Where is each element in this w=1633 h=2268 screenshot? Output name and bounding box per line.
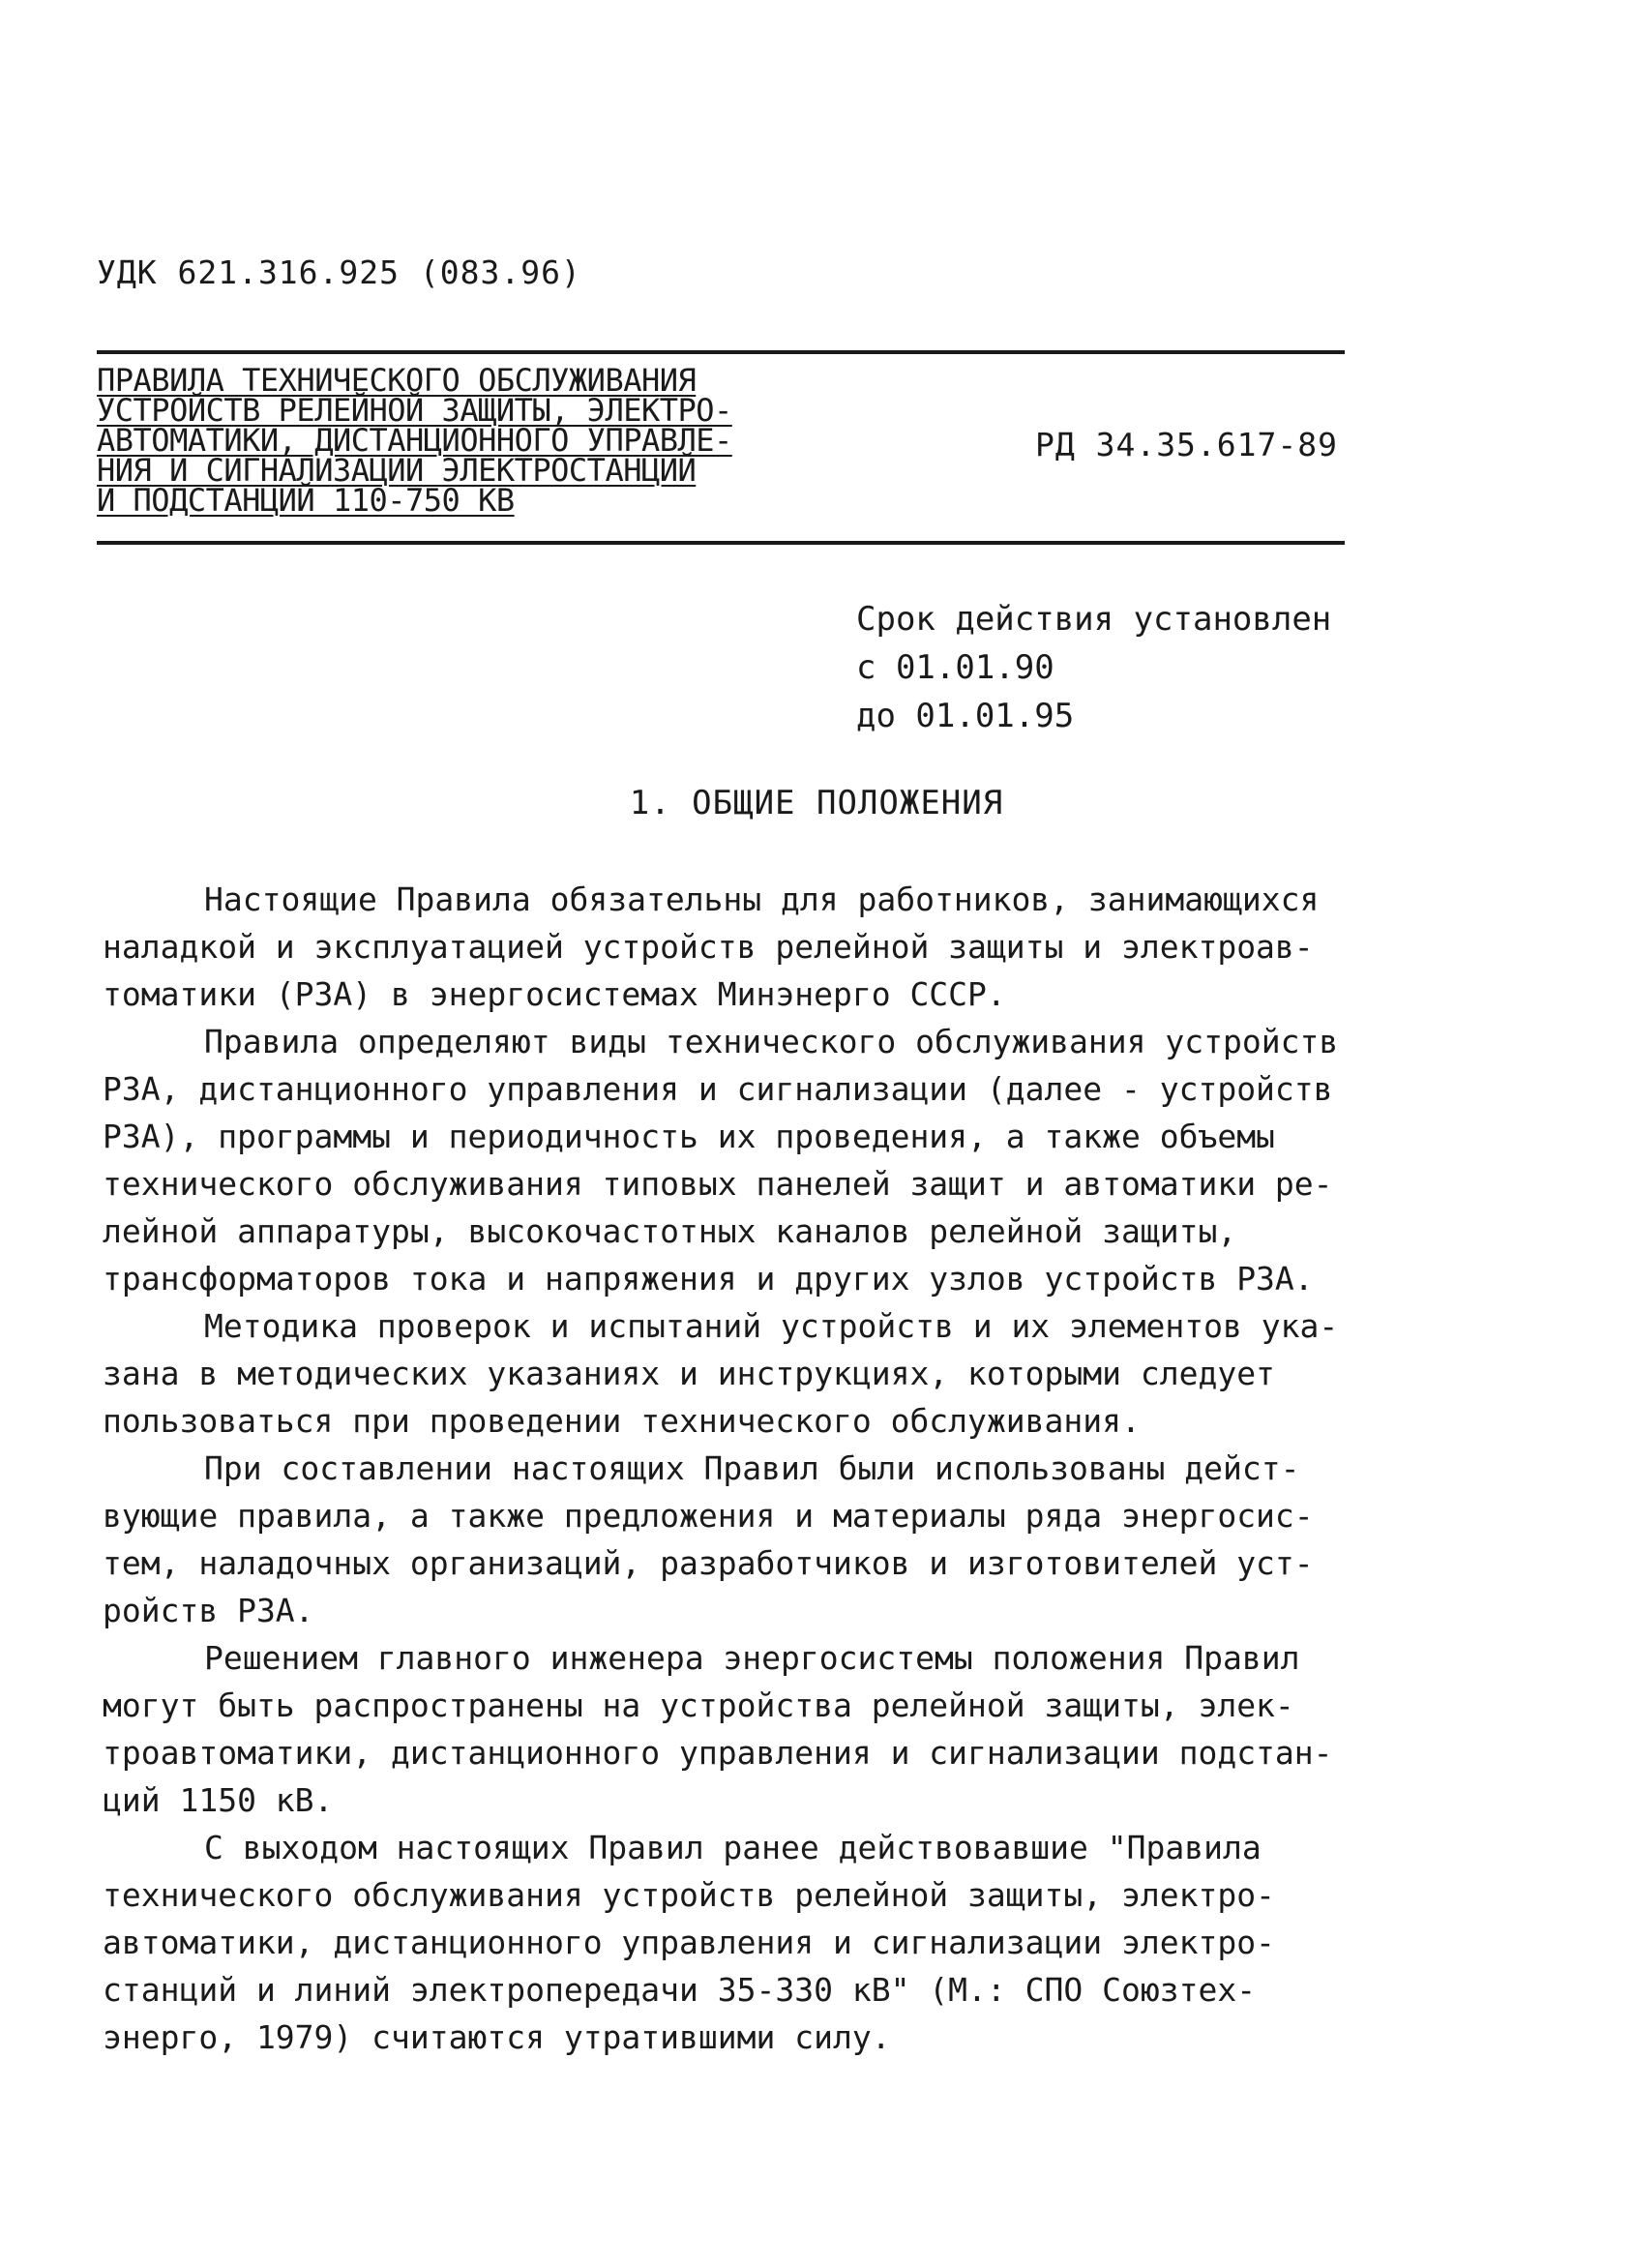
text-line: трансформаторов тока и напряжения и других узлов устройств РЗА. <box>103 1260 1314 1298</box>
text-line: троавтоматики, дистанционного управления и сигнализации подстан- <box>103 1734 1333 1772</box>
title-line: ПРАВИЛА ТЕХНИЧЕСКОГО ОБСЛУЖИВАНИЯ <box>97 362 697 399</box>
validity-label: Срок действия установлен <box>856 600 1332 639</box>
text-line: ройств РЗА. <box>103 1592 314 1629</box>
text-line: вующие правила, а также предложения и материалы ряда энергосис- <box>103 1497 1314 1535</box>
text-line: С выходом настоящих Правил ранее действовавшие "Правила <box>204 1829 1262 1866</box>
body-text <box>103 876 1360 2061</box>
title-line: НИЯ И СИГНАЛИЗАЦИИ ЭЛЕКТРОСТАНЦИЙ <box>97 452 697 489</box>
validity-end: до 01.01.95 <box>856 697 1075 735</box>
text-line: лейной аппаратуры, высокочастотных каналов релейной защиты, <box>103 1212 1237 1250</box>
text-line: ций 1150 кВ. <box>103 1781 334 1819</box>
document-code: РД 34.35.617-89 <box>1034 426 1338 463</box>
text-line: энерго, 1979) считаются утратившими силу. <box>103 2018 891 2056</box>
validity-start: с 01.01.90 <box>856 648 1054 687</box>
text-line: РЗА, дистанционного управления и сигнализации (далее - устройств <box>103 1070 1333 1108</box>
title-line: И ПОДСТАНЦИЙ 110-750 КВ <box>97 482 515 519</box>
udk-code: УДК 621.316.925 (083.96) <box>97 254 581 291</box>
text-line: Настоящие Правила обязательны для работников, занимающихся <box>204 880 1320 918</box>
header-bottom-rule <box>97 541 1345 545</box>
text-line: томатики (РЗА) в энергосистемах Минэнерго СССР. <box>103 975 1006 1013</box>
text-line: зана в методических указаниях и инструкциях, которыми следует <box>103 1355 1275 1392</box>
title-line: АВТОМАТИКИ, ДИСТАНЦИОННОГО УПРАВЛЕ- <box>97 422 732 459</box>
text-line: станций и линий электропередачи 35-330 кВ" (М.: СПО Союзтех- <box>103 1971 1257 2009</box>
text-line: могут быть распространены на устройства релейной защиты, элек- <box>103 1686 1294 1724</box>
text-line: тем, наладочных организаций, разработчиков и изготовителей уст- <box>103 1544 1314 1582</box>
text-line: Правила определяют виды технического обслуживания устройств <box>204 1023 1339 1060</box>
text-line: Решением главного инженера энергосистемы положения Правил <box>204 1639 1300 1677</box>
text-line: технического обслуживания устройств релейной защиты, электро- <box>103 1876 1275 1914</box>
text-line: Методика проверок и испытаний устройств и их элементов ука- <box>204 1307 1339 1345</box>
text-line: автоматики, дистанционного управления и сигнализации электро- <box>103 1924 1275 1961</box>
text-line: наладкой и эксплуатацией устройств релейной защиты и электроав- <box>103 928 1314 966</box>
title-line: УСТРОЙСТВ РЕЛЕЙНОЙ ЗАЩИТЫ, ЭЛЕКТРО- <box>97 392 732 429</box>
section-heading: 1. ОБЩИЕ ПОЛОЖЕНИЯ <box>629 784 1004 822</box>
text-line: При составлении настоящих Правил были использованы дейст- <box>204 1449 1300 1487</box>
text-line: РЗА), программы и периодичность их проведения, а также объемы <box>103 1118 1275 1155</box>
text-line: пользоваться при проведении технического обслуживания. <box>103 1402 1141 1440</box>
document-title <box>97 362 832 519</box>
text-line: технического обслуживания типовых панелей защит и автоматики ре- <box>103 1165 1333 1203</box>
header-top-rule <box>97 350 1345 354</box>
validity-period <box>856 595 1331 740</box>
